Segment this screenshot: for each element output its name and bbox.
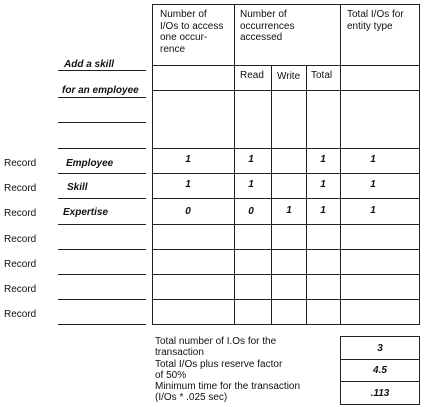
record-label: Record <box>4 208 37 219</box>
header-line: rence <box>160 43 186 55</box>
read-value: 0 <box>248 206 254 217</box>
record-label: Record <box>4 234 37 245</box>
summary-reserve-label <box>155 360 335 381</box>
total-value: 1 <box>320 205 326 216</box>
header-line: I/Os to access <box>160 20 224 32</box>
record-label: Record <box>4 183 37 194</box>
summary-total-ios-value: 3 <box>377 343 383 354</box>
summary-line: Total number of I.Os for the <box>155 336 277 347</box>
summary-min-time-value: .113 <box>370 388 390 399</box>
summary-line: transaction <box>155 346 204 358</box>
entity-name: Skill <box>67 182 88 193</box>
header-line: Number of <box>240 9 287 20</box>
total-io-value: 1 <box>370 179 376 190</box>
total-value: 1 <box>320 179 326 190</box>
io-per-occurrence-value: 1 <box>185 179 191 190</box>
summary-reserve-value: 4.5 <box>373 365 387 376</box>
transaction-line-2: for an employee <box>62 85 139 96</box>
header-line: one occur- <box>160 32 208 43</box>
entity-name: Expertise <box>63 207 109 218</box>
header-line: occurrences <box>240 20 295 32</box>
record-label: Record <box>4 284 37 295</box>
total-io-value: 1 <box>370 205 376 216</box>
summary-min-time-label <box>155 382 340 403</box>
summary-line: of 50% <box>155 369 187 381</box>
header-line: accessed <box>240 32 283 43</box>
header-occurrences-accessed <box>240 9 340 44</box>
total-value: 1 <box>320 154 326 165</box>
io-per-occurrence-value: 1 <box>185 154 191 165</box>
header-io-per-occurrence <box>160 9 234 55</box>
io-per-occurrence-value: 0 <box>185 206 191 217</box>
entity-name: Employee <box>66 158 114 169</box>
header-total-ios <box>347 9 421 32</box>
transaction-line-1: Add a skill <box>64 59 115 70</box>
subheader-read: Read <box>240 70 264 81</box>
read-value: 1 <box>248 179 254 190</box>
header-line: Number of <box>160 9 207 20</box>
summary-total-ios-label <box>155 337 335 358</box>
record-label: Record <box>4 158 37 169</box>
header-line: entity type <box>347 20 393 32</box>
summary-line: Minimum time for the transaction <box>155 381 301 392</box>
total-io-value: 1 <box>370 154 376 165</box>
header-line: Total I/Os for <box>347 9 404 20</box>
summary-line: Total I/Os plus reserve factor <box>155 359 283 370</box>
record-label: Record <box>4 309 37 320</box>
write-value: 1 <box>286 205 292 216</box>
subheader-write: Write <box>277 71 301 82</box>
read-value: 1 <box>248 154 254 165</box>
record-label: Record <box>4 259 37 270</box>
summary-line: (I/Os * .025 sec) <box>155 391 228 403</box>
subheader-total: Total <box>311 70 333 81</box>
